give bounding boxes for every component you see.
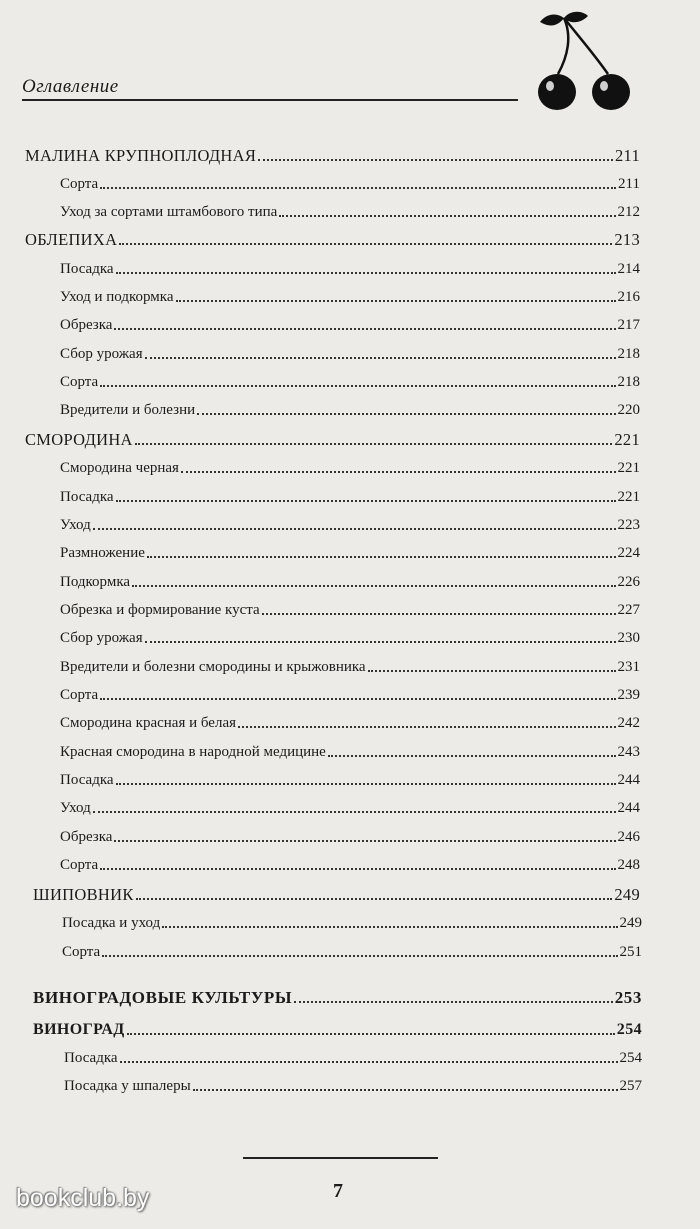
toc-entry-label: Сбор урожая [60,630,143,646]
toc-entry-page: 230 [617,630,640,646]
toc-entry-page: 218 [617,374,640,390]
dot-leader [328,755,616,757]
toc-entry-page: 239 [617,687,640,703]
dot-leader [93,811,616,813]
toc-entry-page: 221 [614,430,640,449]
toc-entry-label: Красная смородина в народной медицине [60,744,326,760]
toc-row [33,988,642,1008]
toc-entry-page: 254 [619,1050,642,1066]
toc-entry-label: Уход и подкормка [60,289,174,305]
toc-row [60,543,640,563]
toc-entry-label: Смородина красная и белая [60,715,237,731]
toc-row [60,628,640,648]
dot-leader [102,955,617,957]
toc-row [62,942,642,962]
toc-row [60,344,640,364]
toc-entry-label: СМОРОДИНА [25,430,133,449]
toc-entry-page: 227 [617,602,640,618]
toc-entry-label: Посадка и уход [62,915,161,931]
toc-entry-label: Сорта [60,176,99,192]
toc-entry-page: 253 [614,988,642,1007]
toc-entry-label: Сорта [60,374,99,390]
toc-entry-label: Сорта [60,857,99,873]
toc-row [64,1076,642,1096]
toc-entry-label: ОБЛЕПИХА [25,230,118,249]
toc-row [60,287,640,307]
dot-leader [135,443,613,445]
toc-entry-page: 257 [619,1078,642,1094]
footer-rule [243,1157,438,1159]
page-title: Оглавление [22,76,119,97]
toc-entry-page: 231 [617,659,640,675]
toc-entry-label: МАЛИНА КРУПНОПЛОДНАЯ [25,146,257,165]
dot-leader [279,215,615,217]
toc-row [60,458,640,478]
dot-leader [147,556,616,558]
toc-row [25,430,640,450]
toc-entry-label: Подкормка [60,574,131,590]
toc-entry-label: Посадка [60,261,114,277]
dot-leader [119,243,612,245]
dot-leader [100,187,616,189]
toc-entry-label: Уход [60,517,91,533]
dot-leader [120,1061,618,1063]
dot-leader [100,868,615,870]
toc-row [60,770,640,790]
toc-row [60,742,640,762]
toc-entry-label: Обрезка [60,317,113,333]
toc-row [60,372,640,392]
toc-entry-label: Обрезка и формирование куста [60,602,260,618]
dot-leader [100,385,615,387]
toc-entry-label: ВИНОГРАДОВЫЕ КУЛЬТУРЫ [33,988,293,1007]
toc-entry-page: 243 [617,744,640,760]
dot-leader [145,641,616,643]
dot-leader [132,585,615,587]
dot-leader [100,698,615,700]
toc-entry-page: 226 [617,574,640,590]
toc-entry-page: 249 [619,915,642,931]
toc-row [60,487,640,507]
dot-leader [368,670,616,672]
toc-row [60,259,640,279]
toc-entry-page: 211 [618,176,640,192]
toc-row [60,174,640,194]
dot-leader [127,1033,615,1035]
toc-entry-page: 254 [616,1021,642,1038]
toc-entry-page: 251 [619,944,642,960]
toc-entry-page: 221 [617,489,640,505]
toc-row [60,315,640,335]
toc-entry-page: 218 [617,346,640,362]
toc-row [62,913,642,933]
dot-leader [162,926,617,928]
dot-leader [197,413,615,415]
toc-row [25,146,640,166]
toc-row [33,885,640,905]
toc-row [60,572,640,592]
toc-row [64,1048,642,1068]
dot-leader [262,613,616,615]
toc-entry-page: 217 [617,317,640,333]
toc-row [60,827,640,847]
toc-entry-page: 248 [617,857,640,873]
dot-leader [181,471,616,473]
dot-leader [136,898,613,900]
dot-leader [238,726,615,728]
toc-entry-page: 211 [614,146,640,165]
toc-row [33,1020,642,1040]
page-number: 7 [333,1180,343,1202]
toc-entry-page: 216 [617,289,640,305]
toc-entry-label: ШИПОВНИК [33,885,134,904]
toc-entry-page: 242 [617,715,640,731]
toc-entry-page: 212 [617,204,640,220]
toc-row [60,798,640,818]
toc-row [60,657,640,677]
toc-entry-label: Сорта [60,687,99,703]
dot-leader [145,357,616,359]
toc-entry-page: 224 [617,545,640,561]
toc-entry-page: 213 [614,230,640,249]
toc-entry-label: Уход [60,800,91,816]
toc-entry-label: Посадка [64,1050,118,1066]
toc-entry-label: Смородина черная [60,460,179,476]
dot-leader [294,1001,612,1003]
dot-leader [116,500,616,502]
toc-entry-label: Посадка [60,489,114,505]
toc-entry-label: Вредители и болезни смородины и крыжовника [60,659,366,675]
dot-leader [193,1089,618,1091]
dot-leader [176,300,616,302]
toc-entry-page: 244 [617,772,640,788]
dot-leader [93,528,616,530]
toc-row [60,400,640,420]
dot-leader [258,159,613,161]
header-rule [22,99,518,101]
toc-entry-page: 223 [617,517,640,533]
dot-leader [116,783,616,785]
toc-row [60,600,640,620]
toc-entry-page: 246 [617,829,640,845]
toc-entry-label: Уход за сортами штамбового типа [60,204,278,220]
cherry-icon [528,8,638,112]
toc-entry-page: 220 [617,402,640,418]
toc-entry-page: 249 [614,885,640,904]
toc-entry-label: Сорта [62,944,101,960]
watermark: bookclub.by [16,1184,150,1212]
toc-row [25,230,640,250]
dot-leader [114,840,615,842]
toc-entry-label: Сбор урожая [60,346,143,362]
toc-entry-label: Посадка [60,772,114,788]
dot-leader [114,328,615,330]
toc-entry-label: Размножение [60,545,145,561]
toc-row [60,202,640,222]
toc-row [60,713,640,733]
toc-row [60,515,640,535]
toc-entry-page: 214 [617,261,640,277]
toc-row [60,685,640,705]
toc-entry-page: 244 [617,800,640,816]
toc-row [60,855,640,875]
toc-entry-label: Посадка у шпалеры [64,1078,191,1094]
toc-entry-label: Обрезка [60,829,113,845]
toc-entry-label: Вредители и болезни [60,402,196,418]
dot-leader [116,272,616,274]
toc-entry-page: 221 [617,460,640,476]
toc-entry-label: ВИНОГРАД [33,1021,125,1038]
